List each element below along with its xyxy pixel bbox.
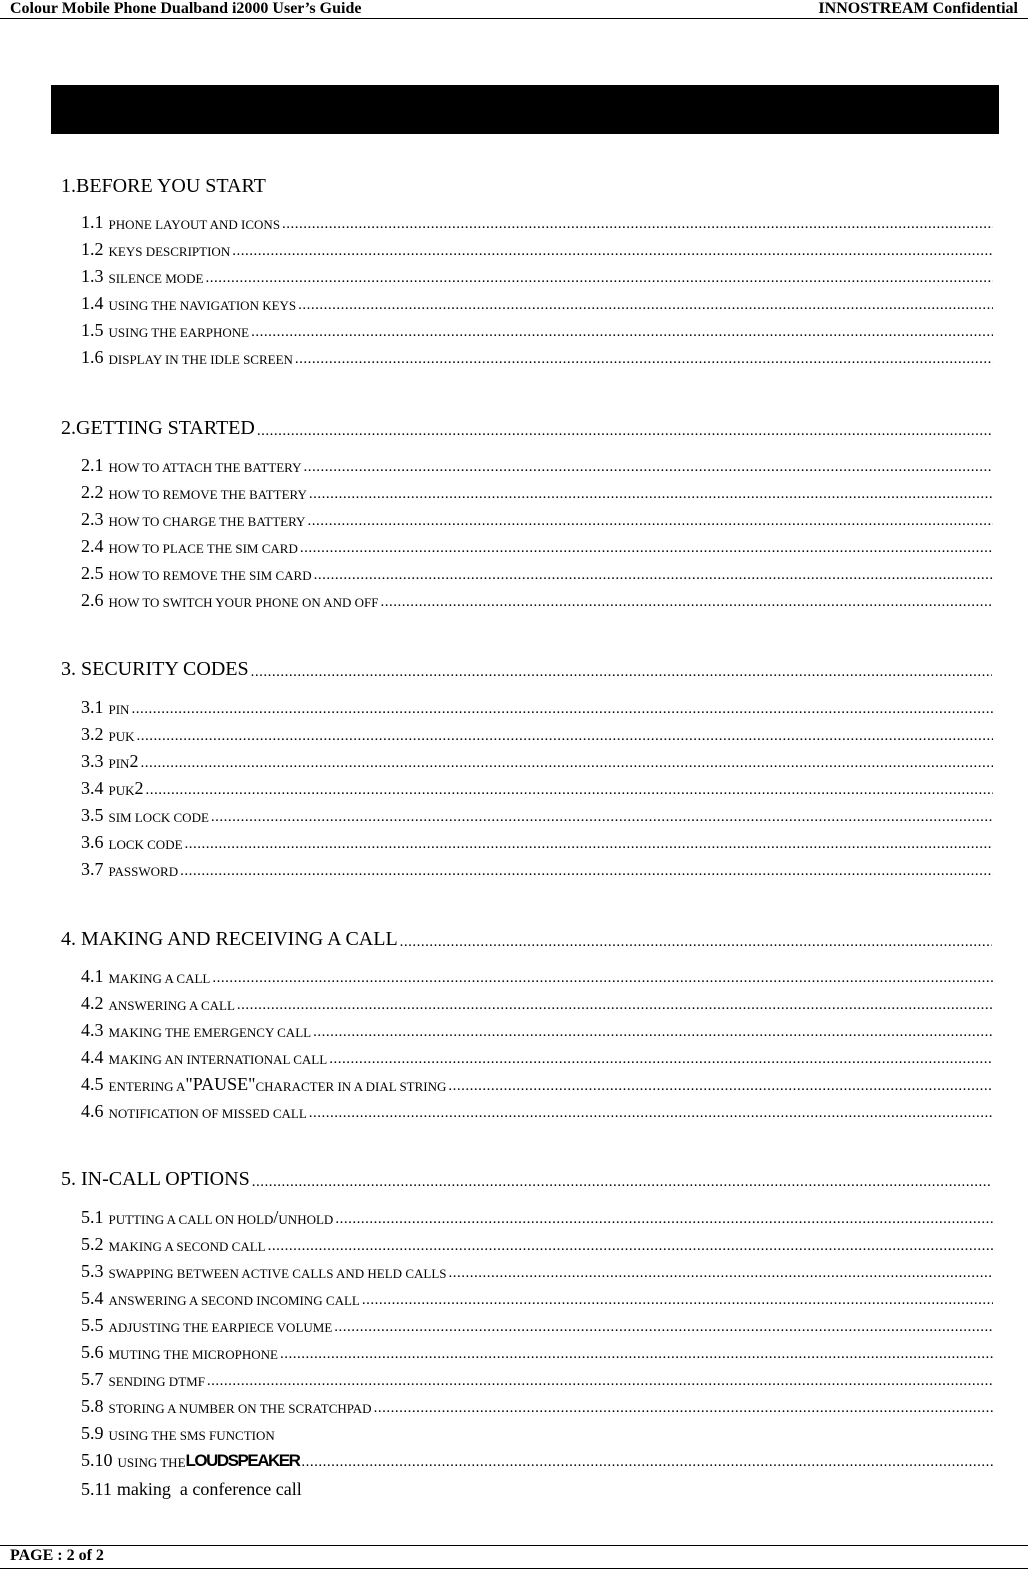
toc-item-2-4[interactable] [81, 535, 993, 557]
item-label: HOW TO REMOVE THE SIM CARD [108, 568, 312, 583]
leader-dots [449, 1265, 994, 1282]
leader-dots [448, 1078, 993, 1095]
toc-item-4-2[interactable] [81, 992, 993, 1014]
toc-item-4-6[interactable] [81, 1100, 993, 1122]
toc-item-5-8[interactable] [81, 1395, 993, 1417]
page-header [0, 0, 1028, 19]
item-label: MAKING THE EMERGENCY CALL [108, 1025, 312, 1040]
item-number: 5.11 [81, 1479, 112, 1499]
toc-item-5-11[interactable] [81, 1476, 993, 1500]
item-label: ADJUSTING THE EARPIECE VOLUME [108, 1320, 333, 1335]
leader-dots [334, 1319, 993, 1336]
toc-item-4-4[interactable] [81, 1046, 993, 1068]
toc-item-2-3[interactable] [81, 508, 993, 530]
item-label: MAKING AN INTERNATIONAL CALL [108, 1052, 328, 1067]
item-label: ANSWERING A SECOND INCOMING CALL [108, 1293, 360, 1308]
leader-dots [295, 351, 993, 368]
item-label: DISPLAY IN THE IDLE SCREEN [108, 352, 293, 367]
toc-item-5-4[interactable] [81, 1287, 993, 1309]
item-number: 1.5 [81, 320, 104, 340]
item-number: 5.7 [81, 1369, 104, 1389]
toc-item-3-3[interactable] [81, 750, 993, 772]
toc-section-3[interactable] [61, 655, 992, 681]
toc-item-5-6[interactable] [81, 1341, 993, 1363]
leader-dots [137, 728, 993, 745]
item-label: USING THE EARPHONE [108, 325, 250, 340]
leader-dots [212, 970, 993, 987]
item-label: SENDING DTMF [108, 1374, 205, 1389]
leader-dots [309, 1105, 993, 1122]
item-number: 1.4 [81, 293, 104, 313]
toc-section-4[interactable] [61, 925, 992, 951]
leader-dots [307, 513, 993, 530]
item-label: making a conference call [116, 1479, 302, 1499]
section-title: 5. IN-CALL OPTIONS [61, 1168, 250, 1190]
item-number: 4.1 [81, 966, 104, 986]
page-footer [0, 1545, 1028, 1569]
item-label: HOW TO PLACE THE SIM CARD [108, 541, 298, 556]
toc-item-2-6[interactable] [81, 589, 993, 611]
toc-item-2-5[interactable] [81, 562, 993, 584]
leader-dots [313, 1024, 993, 1041]
item-number: 5.9 [81, 1423, 104, 1443]
leader-dots [300, 540, 993, 557]
item-label: PUTTING A CALL ON HOLD [108, 1212, 274, 1227]
item-label: HOW TO ATTACH THE BATTERY [108, 460, 302, 475]
item-label-rest: CHARACTER IN A DIAL STRING [255, 1079, 447, 1094]
leader-dots [309, 486, 993, 503]
leader-dots [140, 755, 993, 772]
leader-dots [282, 216, 993, 233]
toc-item-1-4[interactable] [81, 292, 993, 314]
toc-item-3-5[interactable] [81, 804, 993, 826]
leader-dots [251, 664, 992, 681]
item-number: 3.7 [81, 859, 104, 879]
item-label: KEYS DESCRIPTION [108, 244, 231, 259]
item-label: PUK [108, 783, 135, 798]
section-title: 2.GETTING STARTED [61, 417, 255, 439]
toc-item-5-5[interactable] [81, 1314, 993, 1336]
item-number: 1.6 [81, 347, 104, 367]
toc-section-5[interactable] [61, 1165, 992, 1191]
item-label-slash: / [273, 1207, 279, 1227]
item-number: 2.1 [81, 455, 104, 475]
item-number: 5.10 [81, 1450, 113, 1470]
page-number: PAGE : 2 of 2 [10, 1547, 104, 1564]
item-label: HOW TO REMOVE THE BATTERY [108, 487, 307, 502]
leader-dots [207, 1373, 993, 1390]
header-doc-title: Colour Mobile Phone Dualband i2000 User’s Guide [10, 0, 362, 17]
item-number: 4.4 [81, 1047, 104, 1067]
section-title: 3. SECURITY CODES [61, 658, 249, 680]
leader-dots [268, 1238, 993, 1255]
toc-item-1-6[interactable] [81, 346, 993, 368]
item-label: PIN [108, 702, 130, 717]
toc-item-1-3[interactable] [81, 265, 993, 287]
toc-item-5-1[interactable] [81, 1206, 993, 1228]
item-label-loudspeaker: LOUDSPEAKER [185, 1451, 300, 1470]
item-label: MAKING A CALL [108, 971, 211, 986]
leader-dots [381, 594, 993, 611]
item-label: MUTING THE MICROPHONE [108, 1347, 278, 1362]
toc-item-4-3[interactable] [81, 1019, 993, 1041]
toc-item-2-2[interactable] [81, 481, 993, 503]
leader-dots [329, 1051, 993, 1068]
leader-dots [251, 324, 993, 341]
item-number: 3.5 [81, 805, 104, 825]
item-number: 5.1 [81, 1207, 104, 1227]
toc-item-3-2[interactable] [81, 723, 993, 745]
item-number: 5.4 [81, 1288, 104, 1308]
item-number: 5.5 [81, 1315, 104, 1335]
item-number: 3.3 [81, 751, 104, 771]
leader-dots [211, 809, 993, 826]
toc-item-3-4[interactable] [81, 777, 993, 799]
item-label: STORING A NUMBER ON THE SCRATCHPAD [108, 1401, 372, 1416]
item-label: USING THE [117, 1455, 186, 1470]
toc-item-5-9[interactable] [81, 1422, 993, 1444]
item-label-quoted: "PAUSE" [185, 1074, 256, 1094]
toc-section-1[interactable] [61, 172, 992, 198]
item-number: 5.8 [81, 1396, 104, 1416]
leader-dots [185, 836, 993, 853]
leader-dots [146, 782, 993, 799]
title-banner [51, 85, 999, 134]
leader-dots [374, 1400, 993, 1417]
item-label: NOTIFICATION OF MISSED CALL [108, 1106, 307, 1121]
leader-dots [301, 1454, 993, 1471]
toc-section-2[interactable] [61, 414, 992, 440]
toc-item-5-10[interactable] [81, 1449, 993, 1471]
item-label: PASSWORD [108, 864, 179, 879]
item-label: USING THE SMS FUNCTION [108, 1428, 275, 1443]
leader-dots [180, 863, 993, 880]
item-number: 3.2 [81, 724, 104, 744]
section-title: 4. MAKING AND RECEIVING A CALL [61, 928, 398, 950]
item-number: 1.3 [81, 266, 104, 286]
item-number: 1.2 [81, 239, 104, 259]
leader-dots [205, 270, 993, 287]
header-confidential: INNOSTREAM Confidential [818, 0, 1018, 17]
item-number: 2.5 [81, 563, 104, 583]
item-number: 4.3 [81, 1020, 104, 1040]
item-number: 5.3 [81, 1261, 104, 1281]
leader-dots [400, 934, 992, 951]
item-label: USING THE NAVIGATION KEYS [108, 298, 297, 313]
leader-dots [131, 701, 993, 718]
toc-item-1-2[interactable] [81, 238, 993, 260]
item-number: 3.4 [81, 778, 104, 798]
item-label: LOCK CODE [108, 837, 183, 852]
item-number: 3.1 [81, 697, 104, 717]
leader-dots [304, 459, 993, 476]
leader-dots [257, 423, 992, 440]
section-title: 1.BEFORE YOU START [61, 175, 266, 197]
leader-dots [335, 1211, 993, 1228]
leader-dots [314, 567, 993, 584]
leader-dots [280, 1346, 993, 1363]
item-number: 5.6 [81, 1342, 104, 1362]
toc-item-4-1[interactable] [81, 965, 993, 987]
item-number: 4.2 [81, 993, 104, 1013]
item-label: PUK [108, 729, 135, 744]
toc-item-1-1[interactable] [81, 211, 993, 233]
item-label: SIM LOCK CODE [108, 810, 209, 825]
leader-dots [298, 297, 993, 314]
item-label: ENTERING A [108, 1079, 186, 1094]
item-label: PIN [108, 756, 130, 771]
toc-item-5-2[interactable] [81, 1233, 993, 1255]
leader-dots [252, 1174, 992, 1191]
item-number: 2.2 [81, 482, 104, 502]
item-number: 5.2 [81, 1234, 104, 1254]
item-label: SWAPPING BETWEEN ACTIVE CALLS AND HELD CALLS [108, 1266, 447, 1281]
item-label: SILENCE MODE [108, 271, 204, 286]
leader-dots [237, 997, 993, 1014]
toc-item-5-7[interactable] [81, 1368, 993, 1390]
item-label: MAKING A SECOND CALL [108, 1239, 266, 1254]
toc-item-5-3[interactable] [81, 1260, 993, 1282]
item-number: 3.6 [81, 832, 104, 852]
item-number: 4.5 [81, 1074, 104, 1094]
item-label: HOW TO CHARGE THE BATTERY [108, 514, 306, 529]
item-label: ANSWERING A CALL [108, 998, 235, 1013]
item-number: 2.4 [81, 536, 104, 556]
item-number: 2.3 [81, 509, 104, 529]
leader-dots [362, 1292, 993, 1309]
item-label: HOW TO SWITCH YOUR PHONE ON AND OFF [108, 595, 379, 610]
item-label-suffix: 2 [134, 778, 144, 798]
toc-item-1-5[interactable] [81, 319, 993, 341]
item-number: 1.1 [81, 212, 104, 232]
leader-dots [232, 243, 993, 260]
toc-item-2-1[interactable] [81, 454, 993, 476]
toc-item-3-7[interactable] [81, 858, 993, 880]
item-label: PHONE LAYOUT AND ICONS [108, 217, 281, 232]
toc-item-3-6[interactable] [81, 831, 993, 853]
item-number: 4.6 [81, 1101, 104, 1121]
item-label-rest: UNHOLD [278, 1212, 334, 1227]
toc-item-3-1[interactable] [81, 696, 993, 718]
item-number: 2.6 [81, 590, 104, 610]
toc-item-4-5[interactable] [81, 1073, 993, 1095]
item-label-suffix: 2 [129, 751, 139, 771]
